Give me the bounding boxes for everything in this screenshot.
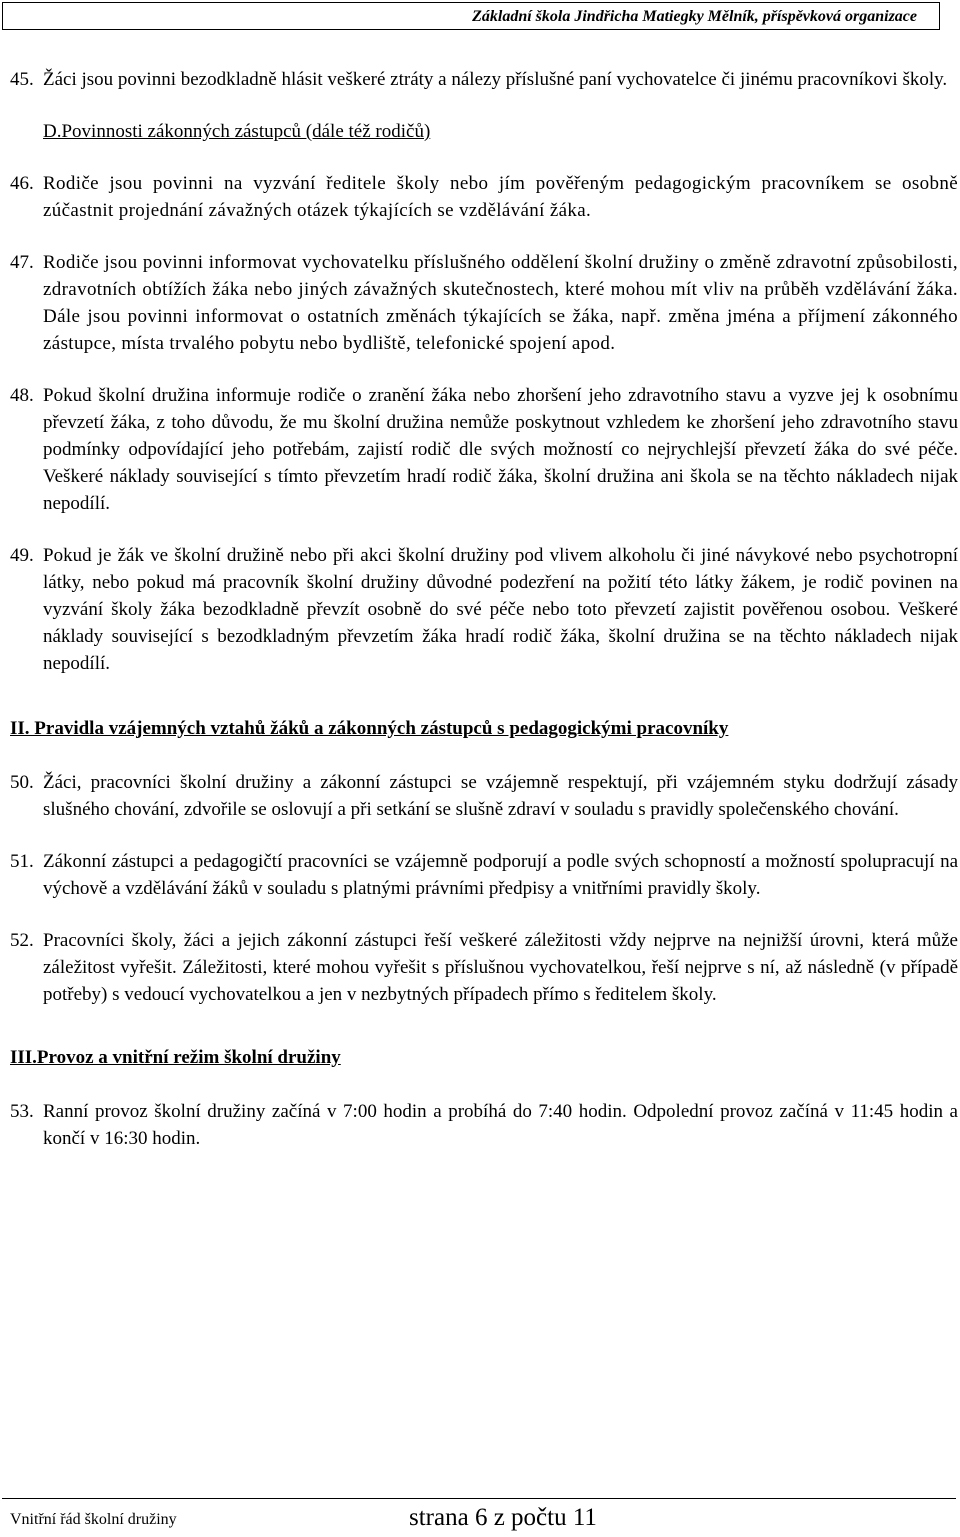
- item-number: 45.: [10, 69, 34, 90]
- list-item: [10, 769, 958, 823]
- item-number: 50.: [10, 772, 34, 793]
- item-number: 48.: [10, 385, 34, 406]
- list-item: [10, 170, 958, 224]
- footer-page-number: strana 6 z počtu 11: [409, 1504, 597, 1531]
- item-text: Pokud školní družina informuje rodiče o zranění žáka nebo zhoršení jeho zdravotního stavu a vyzve jej k osobnímu převzetí žáka, z toho důvodu, že mu školní družina nemůže poskytnout vzhledem ke zhoršení jeho zdravotního stavu podmínky odpovídající jeho potřebám, zajistí rodič dle svých možností co nejrychlejší převzetí žáka do své péče. Veškeré náklady související s tímto převzetím hradí rodič žáka, školní družina ani škola se na těchto nákladech nijak nepodílí.: [43, 385, 958, 514]
- item-text: Pracovníci školy, žáci a jejich zákonní zástupci řeší veškeré záležitosti vždy nejprve na nejnižší úrovni, která může záležitost vyřešit. Záležitosti, které mohou vyřešit s příslušnou vychovatelkou, řeší nejprve s ní, až následně (v případě potřeby) s vedoucí vychovatelkou a jen v nezbytných případech přímo s ředitelem školy.: [43, 930, 958, 1005]
- item-text: Žáci jsou povinni bezodkladně hlásit veškeré ztráty a nálezy příslušné paní vychovatelce či jinému pracovníkovi školy.: [43, 69, 948, 90]
- section-heading-d: D.Povinnosti zákonných zástupců (dále též rodičů): [43, 121, 431, 142]
- section-heading-iii: III.Provoz a vnitřní režim školní družiny: [10, 1047, 341, 1068]
- item-number: 52.: [10, 930, 34, 951]
- header-title: Základní škola Jindřicha Matiegky Mělník, příspěvková organizace: [472, 8, 917, 25]
- item-number: 51.: [10, 851, 34, 872]
- footer-document-title: Vnitřní řád školní družiny: [10, 1511, 177, 1528]
- item-number: 53.: [10, 1101, 34, 1122]
- list-item: [10, 542, 958, 677]
- item-text: Ranní provoz školní družiny začíná v 7:00 hodin a probíhá do 7:40 hodin. Odpolední provoz začíná v 11:45 hodin a končí v 16:30 hodin.: [43, 1101, 958, 1149]
- list-item: [10, 249, 958, 357]
- item-number: 47.: [10, 252, 34, 273]
- page-footer: [0, 1496, 960, 1537]
- document-body: [10, 66, 958, 1177]
- list-item: [10, 1098, 958, 1152]
- item-number: 49.: [10, 545, 34, 566]
- list-item: [10, 66, 958, 93]
- list-item: [10, 382, 958, 517]
- item-text: Rodiče jsou povinni informovat vychovatelku příslušného oddělení školní družiny o změně zdravotní způsobilosti, zdravotních obtížích žáka nebo jiných závažných skutečnostech, které mohou mít vliv na průběh vzdělávání žáka. Dále jsou povinni informovat o ostatních změnách týkajících se žáka, např. změna jména a příjmení zákonného zástupce, místa trvalého pobytu nebo bydliště, telefonické spojení apod.: [43, 252, 958, 354]
- page-header: [2, 2, 940, 30]
- item-text: Žáci, pracovníci školní družiny a zákonní zástupci se vzájemně respektují, při vzájemném styku dodržují zásady slušného chování, zdvořile se oslovují a při setkání se slušně zdraví v souladu s pravidly společenského chování.: [43, 772, 958, 820]
- item-text: Rodiče jsou povinni na vyzvání ředitele školy nebo jím pověřeným pedagogickým pracovníkem se osobně zúčastnit projednání závažných otázek týkajících se vzdělávání žáka.: [43, 173, 958, 221]
- item-number: 46.: [10, 173, 34, 194]
- footer-divider: [2, 1498, 956, 1499]
- section-heading-ii: II. Pravidla vzájemných vztahů žáků a zákonných zástupců s pedagogickými pracovníky: [10, 718, 729, 739]
- item-text: Zákonní zástupci a pedagogičtí pracovníci se vzájemně podporují a podle svých schopností a možností spolupracují na výchově a vzdělávání žáků v souladu s platnými právními předpisy a vnitřními pravidly školy.: [43, 851, 958, 899]
- item-text: Pokud je žák ve školní družině nebo při akci školní družiny pod vlivem alkoholu či jiné návykové nebo psychotropní látky, nebo pokud má pracovník školní družiny důvodné podezření na požití této látky žákem, je rodič povinen na vyzvání školy žáka bezodkladně převzít osobně do své péče nebo toto převzetí zajistit pověřenou osobou. Veškeré náklady související s bezodkladným převzetím žáka hradí rodič žáka, školní družina se na těchto nákladech nijak nepodílí.: [43, 545, 958, 674]
- list-item: [10, 848, 958, 902]
- list-item: [10, 927, 958, 1008]
